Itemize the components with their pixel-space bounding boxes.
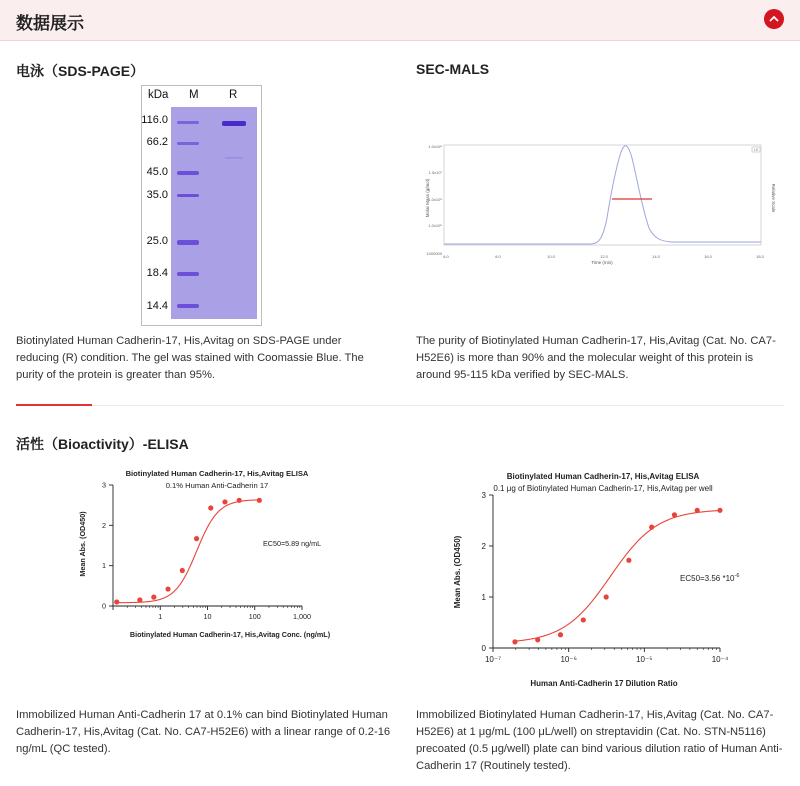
gel-label-m: M bbox=[189, 89, 199, 101]
secmals-ytick: 1000000 bbox=[426, 251, 442, 256]
section-divider bbox=[16, 405, 784, 406]
chart2-subtitle: 0.1 μg of Biotinylated Human Cadherin-17, His,Avitag per well bbox=[493, 484, 713, 493]
x-tick-label: 1 bbox=[158, 612, 163, 622]
data-point bbox=[558, 632, 563, 637]
mw-116: 116.0 bbox=[141, 114, 168, 126]
secmals-xtick: 16.0 bbox=[704, 254, 712, 259]
y-tick-label: 2 bbox=[102, 520, 106, 530]
chart2-ec50-base: EC50=3.56 *10 bbox=[680, 574, 735, 583]
secmals-xtick: 14.0 bbox=[652, 254, 660, 259]
data-point bbox=[581, 617, 586, 622]
chart2-title: Biotinylated Human Cadherin-17, His,Avitag ELISA bbox=[506, 472, 700, 481]
secmals-xtick: 18.0 bbox=[756, 254, 764, 259]
y-tick-label: 0 bbox=[102, 601, 106, 611]
data-point bbox=[165, 586, 170, 591]
secmals-xlabel: Time (min) bbox=[591, 260, 613, 265]
chart1-xlabel: Biotinylated Human Cadherin-17, His,Avitag Conc. (ng/mL) bbox=[129, 630, 331, 639]
mw-18: 18.4 bbox=[146, 267, 168, 279]
sample-band bbox=[222, 121, 246, 126]
marker-band-18 bbox=[177, 272, 199, 276]
secmals-ytick: 1.0x10⁷ bbox=[428, 170, 442, 175]
data-point bbox=[717, 508, 722, 513]
marker-band-25 bbox=[177, 240, 199, 245]
secmals-legend: LS bbox=[753, 148, 759, 152]
gel-label-kda: kDa bbox=[148, 89, 169, 101]
secmals-ytick: 1.0x10⁶ bbox=[428, 197, 442, 202]
gel-label-r: R bbox=[229, 89, 238, 101]
secmals-ytick: 1.0x10⁸ bbox=[428, 144, 442, 149]
mw-25: 25.0 bbox=[146, 235, 168, 247]
marker-band-14 bbox=[177, 304, 199, 308]
y-tick-label: 3 bbox=[102, 480, 106, 490]
fit-curve bbox=[117, 500, 260, 603]
data-point bbox=[604, 594, 609, 599]
elisa-chart-1 bbox=[70, 462, 380, 642]
data-point bbox=[649, 525, 654, 530]
secmals-xtick: 10.0 bbox=[547, 254, 555, 259]
section-header bbox=[0, 0, 800, 41]
activity-title: 活性（Bioactivity）-ELISA bbox=[16, 436, 189, 452]
secmals-ytick: 1.0x10⁵ bbox=[428, 223, 442, 228]
faint-band bbox=[225, 157, 243, 159]
x-tick-label: 100 bbox=[248, 612, 261, 622]
marker-band-116 bbox=[177, 121, 199, 124]
data-point bbox=[151, 595, 156, 600]
x-tick-label: 10⁻⁴ bbox=[711, 655, 729, 664]
x-tick-label: 1,000 bbox=[293, 612, 311, 622]
data-point bbox=[257, 498, 262, 503]
chart2-xlabel: Human Anti-Cadherin 17 Dilution Ratio bbox=[530, 679, 678, 688]
elisa1-description: Immobilized Human Anti-Cadherin 17 at 0.1% can bind Biotinylated Human Cadherin-17, His,Avitag (Cat. No. CA7-H52E6) with a linear range of 0.2-16 ng/mL (QC tested). bbox=[16, 709, 391, 755]
secmals-ylabel: Molar Mass (g/mol) bbox=[425, 178, 430, 218]
secmals-title: SEC-MALS bbox=[416, 61, 490, 77]
data-point bbox=[222, 499, 227, 504]
secmals-chart bbox=[416, 138, 776, 268]
sds-title: 电泳（SDS-PAGE） bbox=[16, 63, 145, 79]
chart1-ec50: EC50=5.89 ng/mL bbox=[263, 539, 322, 548]
chart1-ylabel: Mean Abs. (OD450) bbox=[78, 511, 87, 577]
data-point bbox=[114, 599, 119, 604]
collapse-button[interactable] bbox=[764, 9, 784, 29]
mw-35: 35.0 bbox=[146, 189, 168, 201]
y-tick-label: 3 bbox=[481, 490, 486, 500]
chart1-title: Biotinylated Human Cadherin-17, His,Avitag ELISA bbox=[125, 469, 309, 478]
y-tick-label: 0 bbox=[481, 643, 486, 653]
secmals-description: The purity of Biotinylated Human Cadherin-17, His,Avitag (Cat. No. CA7-H52E6) is more than 90% and the molecular weight of this protein is around 95-115 kDa verified by SEC-MALS. bbox=[416, 335, 776, 381]
data-point bbox=[512, 639, 517, 644]
chart2-ec50-exp: -6 bbox=[734, 573, 740, 579]
y-tick-label: 1 bbox=[481, 592, 486, 602]
elisa2-description: Immobilized Biotinylated Human Cadherin-17, His,Avitag (Cat. No. CA7-H52E6) at 1 μg/mL (100 μL/well) on streptavidin (Cat. No. STN-N5116) precoated (0.5 μg/well) plate can bind various dilution ratio of Human Anti-Cadherin 17 (Routinely tested). bbox=[416, 709, 783, 772]
y-tick-label: 1 bbox=[102, 561, 106, 571]
x-tick-label: 10⁻⁵ bbox=[636, 655, 653, 664]
data-point bbox=[180, 568, 185, 573]
header-title: 数据展示 bbox=[16, 14, 84, 33]
chart2-ylabel: Mean Abs. (OD450) bbox=[453, 535, 462, 609]
mw-14: 14.4 bbox=[146, 300, 168, 312]
mw-66: 66.2 bbox=[146, 136, 168, 148]
marker-band-35 bbox=[177, 194, 199, 197]
chevron-up-icon bbox=[769, 15, 779, 23]
chart1-subtitle: 0.1% Human Anti-Cadherin 17 bbox=[165, 481, 269, 490]
mw-45: 45.0 bbox=[146, 166, 168, 178]
data-point bbox=[194, 536, 199, 541]
secmals-xtick: 12.0 bbox=[600, 254, 608, 259]
data-point bbox=[695, 508, 700, 513]
data-point bbox=[208, 505, 213, 510]
x-tick-label: 10⁻⁷ bbox=[484, 655, 502, 664]
sds-gel-image bbox=[141, 85, 262, 326]
data-point bbox=[626, 558, 631, 563]
secmals-y2label: Relative Scale bbox=[771, 183, 776, 213]
data-point bbox=[535, 637, 540, 642]
elisa-chart-2 bbox=[440, 462, 770, 692]
x-tick-label: 10 bbox=[203, 612, 212, 622]
marker-band-45 bbox=[177, 171, 199, 175]
secmals-xtick: 6.0 bbox=[443, 254, 449, 259]
sds-description: Biotinylated Human Cadherin-17, His,Avitag on SDS-PAGE under reducing (R) condition. The gel was stained with Coomassie Blue. The purity of the protein is greater than 95%. bbox=[16, 335, 364, 381]
divider-accent bbox=[16, 404, 92, 406]
x-tick-label: 10⁻⁶ bbox=[560, 655, 577, 664]
chart2-ec50 bbox=[680, 573, 739, 583]
data-point bbox=[672, 512, 677, 517]
y-tick-label: 2 bbox=[481, 541, 486, 551]
marker-band-66 bbox=[177, 142, 199, 145]
secmals-xtick: 8.0 bbox=[495, 254, 501, 259]
data-point bbox=[137, 597, 142, 602]
gel-lanes bbox=[171, 107, 257, 319]
data-point bbox=[237, 498, 242, 503]
